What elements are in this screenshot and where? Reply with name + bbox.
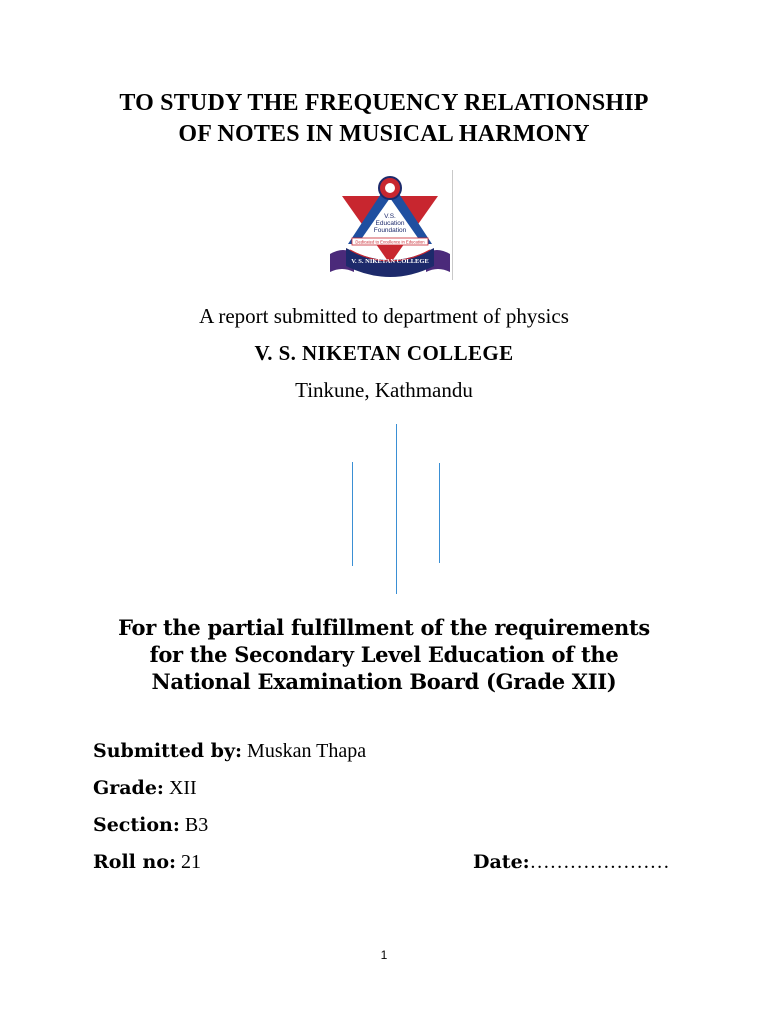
grade-label: Grade: — [93, 777, 164, 799]
date-row — [473, 851, 670, 874]
decorative-line-left — [352, 462, 353, 566]
college-crest-logo — [324, 168, 456, 284]
title-line-1: TO STUDY THE FREQUENCY RELATIONSHIP — [119, 90, 649, 116]
roll-label: Roll no: — [93, 851, 177, 873]
section-value: B3 — [184, 814, 209, 836]
title-line-2: OF NOTES IN MUSICAL HARMONY — [178, 121, 590, 147]
grade-value: XII — [168, 777, 197, 799]
submitted-by-label: Submitted by: — [93, 740, 243, 762]
logo-divider — [452, 170, 453, 280]
submission-line: A report submitted to department of physics — [199, 304, 569, 328]
roll-value: 21 — [181, 851, 202, 873]
roll-row — [93, 851, 201, 874]
submitted-by-value: Muskan Thapa — [247, 740, 367, 762]
submitted-by-row — [93, 740, 366, 763]
date-value: ………………… — [529, 851, 670, 873]
logo-text-3: Foundation — [373, 227, 407, 234]
report-title — [0, 88, 768, 150]
logo-banner-text: V. S. NIKETAN COLLEGE — [351, 258, 429, 265]
section-row — [93, 814, 208, 837]
date-label: Date: — [473, 851, 530, 873]
college-name: V. S. NIKETAN COLLEGE — [254, 341, 514, 365]
logo-text-2: Education — [375, 220, 405, 227]
logo-text-1: V.S. — [384, 213, 396, 220]
college-location: Tinkune, Kathmandu — [295, 378, 473, 402]
fulfillment-statement — [0, 614, 768, 695]
fulfillment-line-2: for the Secondary Level Education of the — [149, 642, 619, 667]
section-label: Section: — [93, 814, 180, 836]
decorative-line-right — [439, 463, 440, 563]
page-number: 1 — [380, 948, 388, 962]
logo-motto: Dedicated to Excellence in Education — [355, 239, 425, 245]
grade-row — [93, 777, 197, 800]
decorative-line-center — [396, 424, 397, 594]
fulfillment-line-1: For the partial fulfillment of the requirements — [118, 615, 650, 640]
fulfillment-line-3: National Examination Board (Grade XII) — [151, 669, 617, 694]
